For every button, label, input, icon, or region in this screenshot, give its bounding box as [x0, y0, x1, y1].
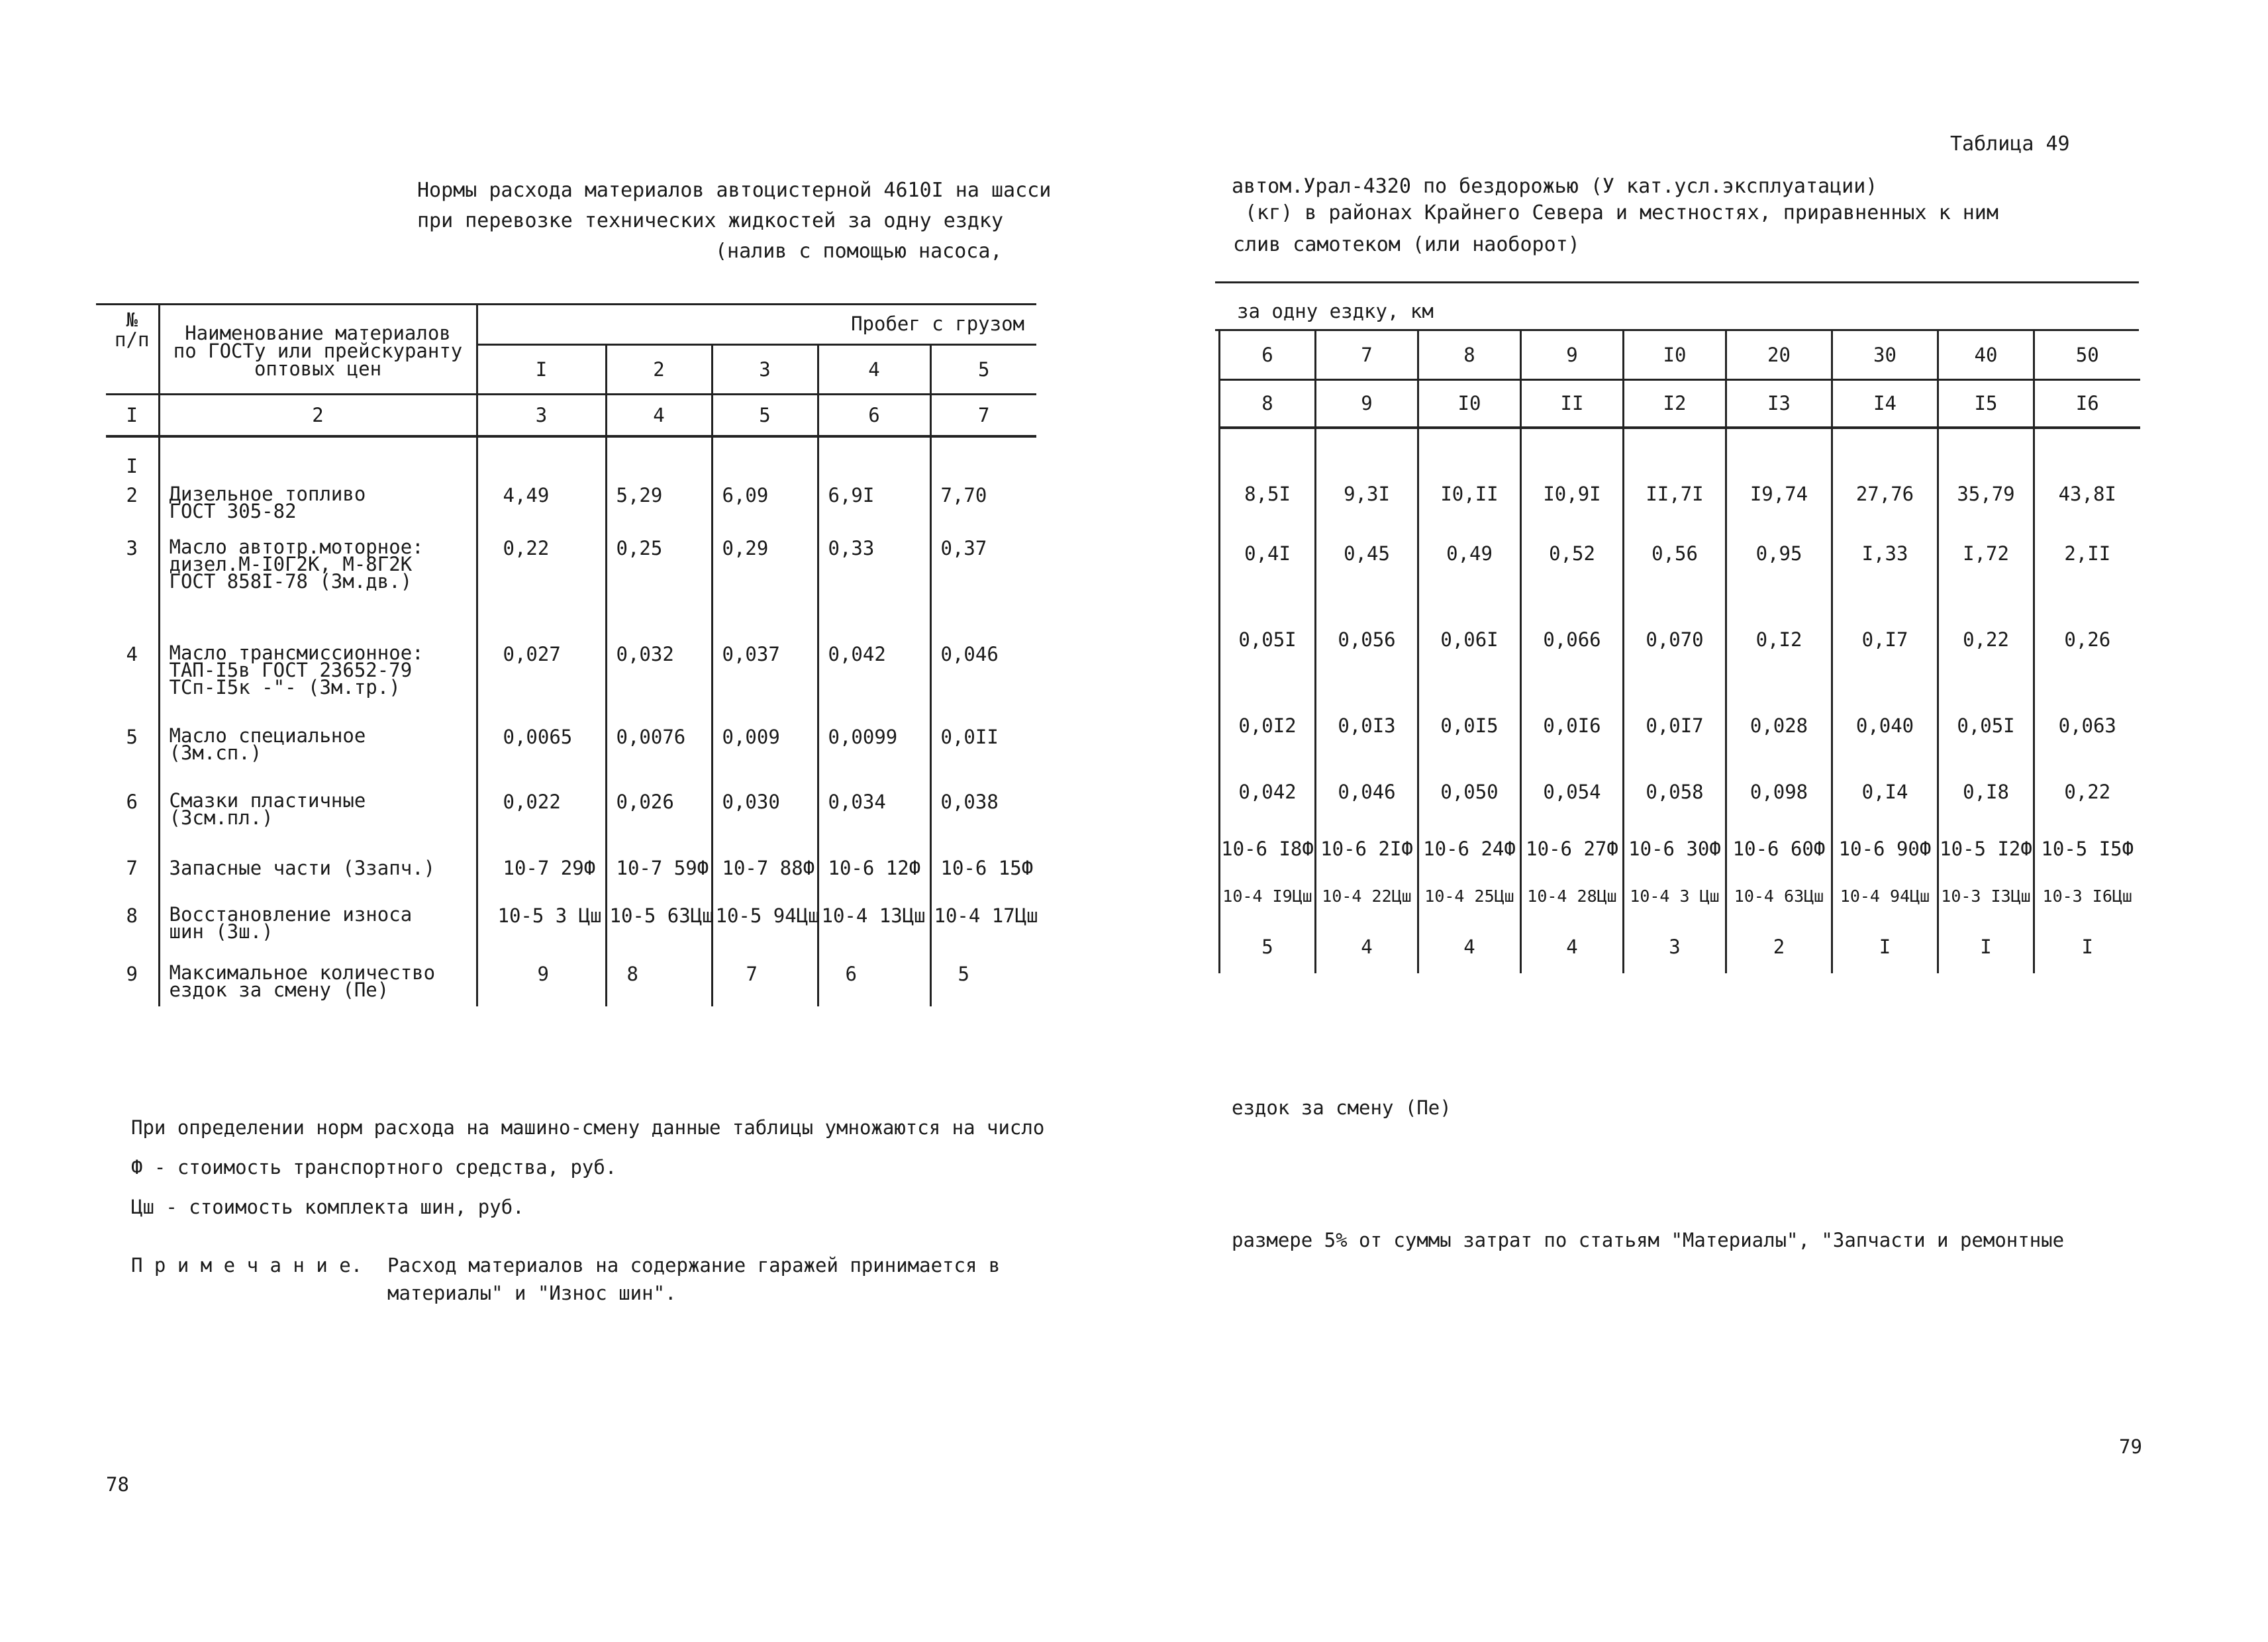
- norm-value: 6,9I: [828, 483, 875, 507]
- norm-value: 0,028: [1726, 693, 1832, 759]
- norm-value: 0,0I7: [1624, 693, 1726, 759]
- name-header-cell: [159, 305, 477, 394]
- norm-value: 0,52: [1521, 520, 1624, 587]
- norm-value: 10-6 60Ф: [1726, 825, 1832, 873]
- norm-value: 5: [958, 962, 969, 985]
- material-name: дизел.М-I0Г2К, М-8Г2К: [169, 552, 413, 575]
- norm-value: 10-4 25Цш: [1418, 873, 1521, 920]
- norm-value: 0,0I6: [1521, 693, 1624, 759]
- norm-value: 0,032: [616, 642, 674, 665]
- material-name: ТАП-I5в ГОСТ 23652-79: [169, 658, 413, 681]
- norm-value: 10-4 63Цш: [1726, 873, 1832, 920]
- norm-value: 6,09: [722, 483, 769, 507]
- norm-value: 10-6 I8Ф: [1220, 825, 1316, 873]
- norm-value: 10-4 94Цш: [1832, 873, 1938, 920]
- norm-value: 9: [537, 962, 549, 985]
- index-col-5: 5: [712, 394, 818, 436]
- norm-value: 0,026: [616, 790, 674, 813]
- norm-value: 10-4 I9Цш: [1220, 873, 1316, 920]
- material-name: шин (Зш.): [169, 920, 273, 943]
- norm-value: 0,034: [828, 790, 886, 813]
- name-header-label-2: по ГОСТу или прейскуранту: [173, 340, 463, 362]
- km-col: I0: [1624, 331, 1726, 380]
- norm-value: 0,22: [503, 536, 550, 559]
- table-row: [1220, 759, 2140, 825]
- norm-value: 0,45: [1316, 520, 1418, 587]
- norm-value: I: [1938, 920, 2034, 973]
- norm-value: 4: [1316, 920, 1418, 973]
- norm-value: 6: [845, 962, 857, 985]
- norm-value: 5: [1220, 920, 1316, 973]
- table-row: [106, 436, 1036, 476]
- norm-value: 0,I2: [1726, 587, 1832, 693]
- material-name: Масло трансмиссионное:: [169, 641, 424, 664]
- index-col: I6: [2034, 380, 2140, 428]
- left-title-line-3: (налив с помощью насоса,: [715, 240, 1003, 263]
- norm-value: 10-4 28Цш: [1521, 873, 1624, 920]
- remark-label: П р и м е ч а н и е.: [131, 1254, 363, 1277]
- norm-value: 10-6 15Ф: [940, 856, 1034, 879]
- norm-value: 7: [746, 962, 758, 985]
- norm-value: 0,027: [503, 642, 561, 665]
- norm-value: 0,054: [1521, 759, 1624, 825]
- table-row: [106, 718, 1036, 783]
- norm-value: 0,050: [1418, 759, 1521, 825]
- norm-value: 35,79: [1938, 467, 2034, 520]
- km-col: 8: [1418, 331, 1521, 380]
- table-row: [106, 476, 1036, 529]
- table-row: [106, 849, 1036, 896]
- norm-value: 0,098: [1726, 759, 1832, 825]
- km-col: 30: [1832, 331, 1938, 380]
- index-col: I2: [1624, 380, 1726, 428]
- norm-value: 10-6 12Ф: [828, 856, 921, 879]
- index-col-1: I: [106, 394, 159, 436]
- norm-value: 0,49: [1418, 520, 1521, 587]
- norm-value: 0,06I: [1418, 587, 1521, 693]
- left-norms-table: [106, 305, 1036, 1006]
- right-title-line-1: автом.Урал-4320 по бездорожью (У кат.усл.эксплуатации): [1232, 175, 1878, 198]
- norm-value: 0,4I: [1220, 520, 1316, 587]
- norm-value: 0,038: [940, 790, 999, 813]
- km-col-5: 5: [930, 344, 1036, 394]
- row-number: 5: [126, 725, 138, 748]
- row-number: 8: [126, 904, 138, 927]
- material-name: Максимальное количество: [169, 961, 436, 984]
- row-number: 4: [126, 642, 138, 665]
- page-number-left: 78: [106, 1473, 129, 1496]
- index-col-4: 4: [606, 394, 712, 436]
- material-name: Восстановление износа: [169, 902, 413, 926]
- index-col: I3: [1726, 380, 1832, 428]
- index-col-6: 6: [818, 394, 930, 436]
- km-col-2: 2: [606, 344, 712, 394]
- row-number: 3: [126, 536, 138, 559]
- norm-value: 8,5I: [1220, 467, 1316, 520]
- index-col: I4: [1832, 380, 1938, 428]
- right-note-line-1: ездок за смену (Пе): [1232, 1096, 1452, 1119]
- km-col: 50: [2034, 331, 2140, 380]
- norm-value: 0,56: [1624, 520, 1726, 587]
- norm-value: 9,3I: [1316, 467, 1418, 520]
- material-name: Запасные части (Ззапч.): [169, 856, 436, 879]
- material-name: Масло автотр.моторное:: [169, 535, 424, 558]
- material-name: Масло специальное: [169, 724, 366, 747]
- norm-value: 10-6 27Ф: [1521, 825, 1624, 873]
- norm-value: 10-4 13Цш: [821, 904, 926, 927]
- km-col: 20: [1726, 331, 1832, 380]
- norm-value: I,33: [1832, 520, 1938, 587]
- norm-value: 0,042: [1220, 759, 1316, 825]
- norm-value: 0,0I5: [1418, 693, 1521, 759]
- index-col-3: 3: [477, 394, 606, 436]
- index-col: I5: [1938, 380, 2034, 428]
- left-title-line-2: при перевозке технических жидкостей за одну ездку: [417, 209, 1004, 232]
- km-col-4: 4: [818, 344, 930, 394]
- page-number-right: 79: [2119, 1435, 2142, 1458]
- norm-value: 10-7 59Ф: [616, 856, 709, 879]
- norm-value: 10-5 94Цш: [715, 904, 820, 927]
- norm-value: 10-7 88Ф: [722, 856, 815, 879]
- norm-value: 4: [1418, 920, 1521, 973]
- km-col: 7: [1316, 331, 1418, 380]
- km-col: 6: [1220, 331, 1316, 380]
- right-title-line-3: слив самотеком (или наоборот): [1233, 233, 1580, 256]
- index-col-7: 7: [930, 394, 1036, 436]
- km-col-3: 3: [712, 344, 818, 394]
- material-name: ТСп-I5к -"- (Зм.тр.): [169, 675, 401, 699]
- table-row: [106, 783, 1036, 849]
- right-title-line-2: (кг) в районах Крайнего Севера и местностях, приравненных к ним: [1245, 201, 1998, 224]
- norm-value: 0,066: [1521, 587, 1624, 693]
- norm-value: II,7I: [1624, 467, 1726, 520]
- right-table-top-rule: [1215, 281, 2139, 283]
- table-row: [1220, 467, 2140, 520]
- table-row: [1220, 825, 2140, 873]
- right-note-line-2: размере 5% от суммы затрат по статьям "Материалы", "Запчасти и ремонтные: [1232, 1229, 2065, 1251]
- norm-value: 0,0076: [616, 725, 686, 748]
- table-row: [106, 635, 1036, 718]
- remark-line-1: Расход материалов на содержание гаражей принимается в: [387, 1254, 1001, 1277]
- norm-value: 10-5 3 Цш: [497, 904, 602, 927]
- num-header-label-1: №: [126, 309, 138, 331]
- norm-value: 8: [626, 962, 638, 985]
- norm-value: I: [2034, 920, 2140, 973]
- norm-value: 0,I4: [1832, 759, 1938, 825]
- norm-value: 10-5 I2Ф: [1938, 825, 2034, 873]
- norm-value: 0,040: [1832, 693, 1938, 759]
- norm-value: 0,058: [1624, 759, 1726, 825]
- remark-line-2: материалы" и "Износ шин".: [387, 1282, 677, 1304]
- norm-value: 0,33: [828, 536, 875, 559]
- norm-value: 2,II: [2034, 520, 2140, 587]
- norm-value: 0,05I: [1938, 693, 2034, 759]
- material-name: ГОСТ 305-82: [169, 499, 297, 522]
- name-header-label-3: оптовых цен: [254, 358, 382, 380]
- norm-value: 0,29: [722, 536, 769, 559]
- norm-value: 0,95: [1726, 520, 1832, 587]
- index-col: 8: [1220, 380, 1316, 428]
- km-col: 9: [1521, 331, 1624, 380]
- norm-value: I0,9I: [1521, 467, 1624, 520]
- right-group-header: за одну ездку, км: [1237, 300, 1434, 322]
- norm-value: 10-3 I6Цш: [2034, 873, 2140, 920]
- left-title-line-1: Нормы расхода материалов автоцистерной 4610I на шасси: [417, 179, 1052, 202]
- norm-value: 0,046: [1316, 759, 1418, 825]
- table-row: [1220, 587, 2140, 693]
- norm-value: 0,009: [722, 725, 780, 748]
- row-number: 7: [126, 856, 138, 879]
- table-row: [1220, 873, 2140, 920]
- norm-value: 10-4 3 Цш: [1624, 873, 1726, 920]
- index-col: I0: [1418, 380, 1521, 428]
- material-name: Дизельное топливо: [169, 482, 366, 505]
- norm-value: 5,29: [616, 483, 663, 507]
- norm-value: 10-4 22Цш: [1316, 873, 1418, 920]
- norm-value: 10-7 29Ф: [503, 856, 596, 879]
- norm-value: 0,25: [616, 536, 663, 559]
- norm-value: 10-3 I3Цш: [1938, 873, 2034, 920]
- norm-value: 0,I7: [1832, 587, 1938, 693]
- norm-value: 3: [1624, 920, 1726, 973]
- index-col-2: 2: [159, 394, 477, 436]
- norm-value: 0,0II: [940, 725, 999, 748]
- norm-value: 7,70: [940, 483, 987, 507]
- norm-value: I,72: [1938, 520, 2034, 587]
- table-row: [106, 529, 1036, 635]
- table-row: [106, 955, 1036, 1006]
- norm-value: 0,056: [1316, 587, 1418, 693]
- material-name: ездок за смену (Пе): [169, 978, 389, 1001]
- table-row: [1220, 520, 2140, 587]
- km-col-1: I: [477, 344, 606, 394]
- row-number: I: [126, 454, 138, 477]
- table-row: [1220, 920, 2140, 973]
- norm-value: 0,0I3: [1316, 693, 1418, 759]
- norm-value: 0,046: [940, 642, 999, 665]
- row-number: 9: [126, 962, 138, 985]
- norm-value: I9,74: [1726, 467, 1832, 520]
- norm-value: 0,0I2: [1220, 693, 1316, 759]
- norm-value: I: [1832, 920, 1938, 973]
- name-header-label-1: Наименование материалов: [185, 322, 451, 344]
- norm-value: 0,0099: [828, 725, 898, 748]
- index-col: 9: [1316, 380, 1418, 428]
- norm-value: 27,76: [1832, 467, 1938, 520]
- note-line-1: При определении норм расхода на машино-смену данные таблицы умножаются на число: [131, 1116, 1045, 1139]
- norm-value: 10-4 17Цш: [934, 904, 1038, 927]
- row-number: 6: [126, 790, 138, 813]
- norm-value: 0,030: [722, 790, 780, 813]
- note-line-3: Цш - стоимость комплекта шин, руб.: [131, 1196, 524, 1218]
- norm-value: 0,063: [2034, 693, 2140, 759]
- norm-value: 2: [1726, 920, 1832, 973]
- norm-value: 0,022: [503, 790, 561, 813]
- norm-value: 0,037: [722, 642, 780, 665]
- norm-value: 10-6 90Ф: [1832, 825, 1938, 873]
- norm-value: 10-5 63Цш: [609, 904, 714, 927]
- norm-value: 10-6 24Ф: [1418, 825, 1521, 873]
- norm-value: 43,8I: [2034, 467, 2140, 520]
- norm-value: 4: [1521, 920, 1624, 973]
- norm-value: 10-6 2IФ: [1316, 825, 1418, 873]
- norm-value: 0,05I: [1220, 587, 1316, 693]
- norm-value: 0,070: [1624, 587, 1726, 693]
- material-name: ГОСТ 858I-78 (Зм.дв.): [169, 569, 413, 593]
- norm-value: 0,042: [828, 642, 886, 665]
- km-col: 40: [1938, 331, 2034, 380]
- norm-value: 10-6 30Ф: [1624, 825, 1726, 873]
- num-header-label-2: п/п: [115, 328, 150, 351]
- material-name: (Зм.сп.): [169, 741, 262, 764]
- norm-value: 0,22: [2034, 759, 2140, 825]
- num-header-cell: [106, 305, 159, 394]
- note-line-2: Ф - стоимость транспортного средства, руб.: [131, 1156, 617, 1179]
- norm-value: 0,37: [940, 536, 987, 559]
- table-label: Таблица 49: [1950, 132, 2070, 156]
- norm-value: 0,0065: [503, 725, 573, 748]
- mileage-group-header: Пробег с грузом: [477, 305, 1036, 344]
- material-name: (Зсм.пл.): [169, 806, 273, 829]
- norm-value: 0,I8: [1938, 759, 2034, 825]
- norm-value: 10-5 I5Ф: [2034, 825, 2140, 873]
- norm-value: 4,49: [503, 483, 550, 507]
- norm-value: 0,26: [2034, 587, 2140, 693]
- row-number: 2: [126, 483, 138, 507]
- table-row: [1220, 693, 2140, 759]
- norm-value: I0,II: [1418, 467, 1521, 520]
- right-norms-table: [1218, 331, 2140, 973]
- table-row: [106, 896, 1036, 955]
- index-col: II: [1521, 380, 1624, 428]
- norm-value: 0,22: [1938, 587, 2034, 693]
- material-name: Смазки пластичные: [169, 789, 366, 812]
